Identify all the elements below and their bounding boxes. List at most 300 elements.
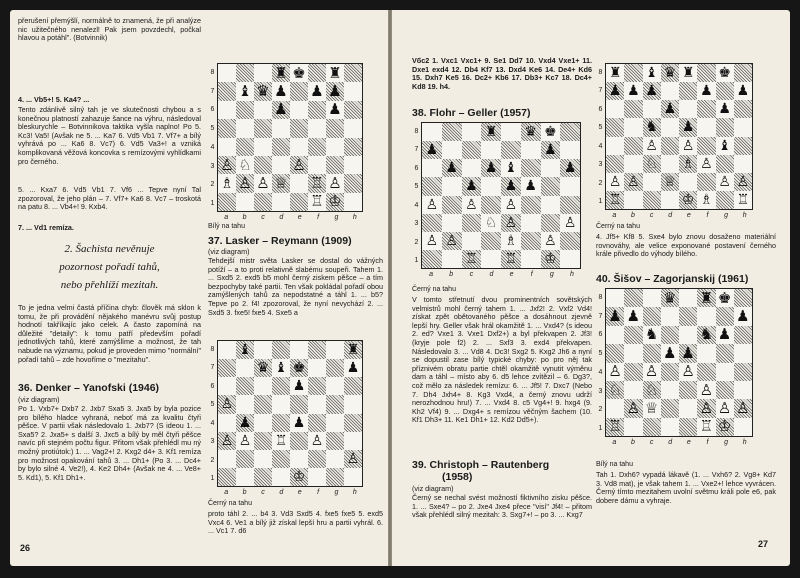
board-square	[624, 64, 642, 82]
chess-piece: ♛	[663, 289, 677, 307]
board-square	[716, 289, 734, 307]
board-square	[734, 173, 752, 191]
board-square	[308, 468, 326, 486]
board-square	[218, 101, 236, 119]
chess-piece: ♟	[310, 82, 324, 101]
chess-piece: ♙	[310, 432, 324, 449]
paragraph: To je jedna velmi častá příčina chyb: člověk má sklon k tomu, že při provádění nějakého manévru svůj postup hodnotí takříkajíc jako celek. A často zapomíná na důležité "detaily": k tomu patří především pořadí jednotlivých tahů, které zamýšlíme a možnost, že tah nabude na významu, pokud je proveden mimo "normální" pořadí tahů – zde hovoříme o "mezitahu".	[18, 303, 201, 364]
board-square	[521, 196, 541, 214]
board-square	[734, 82, 752, 100]
board-square	[326, 156, 344, 174]
chess-piece: ♜	[346, 342, 360, 359]
board-square	[734, 381, 752, 399]
board-square	[697, 173, 715, 191]
board-square	[643, 173, 661, 191]
file-labels	[605, 212, 754, 219]
chess-piece: ♙	[425, 232, 439, 249]
board-square	[326, 414, 344, 432]
chessboard	[605, 288, 753, 437]
rank-label: 4	[210, 143, 215, 151]
chess-piece: ♟	[292, 378, 306, 395]
board-square	[501, 196, 521, 214]
chess-piece: ♕	[663, 173, 677, 190]
board-square	[272, 174, 290, 192]
chess-piece: ♟	[645, 83, 658, 100]
board-square	[606, 344, 624, 362]
board-square	[422, 177, 442, 195]
board-square	[254, 414, 272, 432]
chess-piece: ♝	[718, 137, 731, 154]
board-square	[521, 123, 541, 141]
board-square	[679, 118, 697, 136]
board-square	[344, 156, 362, 174]
board-square	[236, 193, 254, 211]
board-square	[344, 359, 362, 377]
file-label: c	[649, 212, 654, 219]
board-square	[272, 138, 290, 156]
diagram-caption: Černý na tahu	[596, 223, 640, 230]
board-square	[661, 191, 679, 209]
page-number: 26	[20, 543, 31, 553]
board-square	[560, 250, 580, 268]
chess-piece: ♜	[328, 64, 342, 82]
chess-piece: ♟	[445, 160, 458, 177]
file-label: d	[668, 439, 673, 446]
chess-piece: ♙	[504, 196, 518, 213]
chess-piece: ♟	[627, 83, 640, 100]
board-square	[272, 193, 290, 211]
chess-piece: ♙	[627, 173, 640, 190]
board-square	[716, 137, 734, 155]
board-square	[272, 341, 290, 359]
chess-diagram	[412, 122, 582, 280]
board-square	[501, 214, 521, 232]
chess-piece: ♝	[504, 160, 518, 177]
chessboard	[605, 63, 753, 210]
board-square	[643, 326, 661, 344]
game-title: 37. Lasker – Reymann (1909)	[208, 235, 352, 247]
rank-label: 6	[210, 106, 215, 114]
rank-labels	[208, 340, 217, 488]
section-title: pozornost pořadí tahů,	[59, 261, 160, 273]
rank-label: 8	[210, 68, 215, 76]
game-text: Černý se nechal svést možností fiktivního zisku pěšce. 1. ... Sxe4? – po 2. Jxe4 Jxe4 přece "visí" Jf4! – přitom však přehlédl silný mezitah: 3. Sxg7+! – po 3. ... Kxg7	[412, 493, 592, 520]
board-square	[661, 344, 679, 362]
board-square	[290, 64, 308, 82]
board-square	[481, 177, 501, 195]
chess-piece: ♔	[544, 250, 557, 267]
board-square	[606, 399, 624, 417]
rank-label: 6	[414, 164, 419, 172]
chess-piece: ♟	[718, 101, 731, 118]
chess-piece: ♟	[717, 325, 732, 344]
chess-piece: ♟	[608, 83, 622, 100]
board-square	[462, 214, 482, 232]
board-square	[326, 64, 344, 82]
board-square	[272, 64, 290, 82]
file-label: a	[224, 214, 229, 221]
board-square	[697, 381, 715, 399]
board-square	[344, 119, 362, 137]
chessboard	[217, 340, 363, 487]
board-square	[462, 232, 482, 250]
board-square	[560, 177, 580, 195]
game-title: 36. Denker – Yanofski (1946)	[18, 382, 160, 394]
board-square	[272, 395, 290, 413]
chess-piece: ♙	[608, 173, 622, 190]
chess-piece: ♟	[563, 160, 577, 177]
board-square	[624, 381, 642, 399]
board-square	[442, 232, 462, 250]
paragraph: Tento zdánlivě silný tah je ve skutečnosti chybou a s konečnou platností zahazuje šance na výhru, následoval bleskurychle – Botvinnikova taktika vyšla naplno! Po 5. Kc3! Va5! (Avšak ne 5. ... Ka7 6. Vd5 Vb1 7. Vf7+ a bílý vyhrává po ... Ka6 8. Vc7) 6. Vd5 Va3+! a vzniká komplikovaná věžová koncovka s remízovými vyhlídkami pro černého.	[18, 105, 201, 166]
board-square	[236, 64, 254, 82]
file-label: a	[224, 489, 229, 496]
game-text: proto táhl 2. ... b4 3. Vd3 Sxd5 4. fxe5 fxe5 5. exd5 Vxc4 6. Ve1 a bílý již získal lepší hru a partii vyhrál. 6. ... Vc1 7. d6	[208, 509, 383, 536]
board-square	[462, 123, 482, 141]
board-square	[716, 381, 734, 399]
chess-piece: ♛	[524, 124, 537, 141]
board-square	[308, 395, 326, 413]
file-label: b	[242, 489, 247, 496]
board-square	[254, 468, 272, 486]
file-label: a	[612, 439, 617, 446]
paragraph-top: přerušení přemýšlí, normálně to znamená, že při analýze nic užitečného nenalezl! Pak jsem povzdechl, počkal hlavou a potáhl". (Botvinnik)	[18, 16, 201, 43]
board-square	[290, 82, 308, 100]
file-label: f	[317, 489, 320, 496]
board-square	[290, 156, 308, 174]
chess-piece: ♞	[644, 325, 659, 344]
file-labels	[217, 489, 364, 496]
board-square	[661, 381, 679, 399]
board-square	[481, 196, 501, 214]
file-label: b	[449, 271, 454, 278]
board-square	[308, 101, 326, 119]
board-square	[308, 119, 326, 137]
board-square	[236, 377, 254, 395]
board-square	[697, 100, 715, 118]
game-text: 4. Jf5+ Kf8 5. Sxe4 bylo znovu dosaženo materiální rovnováhy, ale velice exponované postavení černého krále přivedlo do výhody bílého.	[596, 232, 776, 259]
board-square	[541, 232, 561, 250]
chess-piece: ♙	[256, 174, 270, 192]
board-square	[254, 64, 272, 82]
rank-label: 5	[210, 401, 215, 409]
chess-diagram	[208, 63, 364, 223]
board-square	[344, 432, 362, 450]
board-square	[624, 100, 642, 118]
board-square	[422, 214, 442, 232]
chess-piece: ♙	[681, 137, 695, 154]
board-square	[697, 118, 715, 136]
chess-piece: ♝	[238, 342, 252, 359]
file-label: d	[279, 489, 284, 496]
rank-label: 1	[598, 198, 603, 206]
board-square	[541, 141, 561, 159]
board-square	[344, 138, 362, 156]
board-square	[643, 191, 661, 209]
chess-piece: ♟	[736, 83, 750, 100]
board-square	[236, 468, 254, 486]
board-square	[218, 174, 236, 192]
board-square	[422, 232, 442, 250]
file-label: e	[686, 439, 691, 446]
board-square	[624, 118, 642, 136]
board-square	[442, 214, 462, 232]
board-square	[254, 138, 272, 156]
board-square	[734, 137, 752, 155]
board-square	[716, 307, 734, 325]
board-square	[326, 138, 344, 156]
move-line: 7. ... Vd1 remíza.	[18, 223, 74, 232]
board-square	[308, 341, 326, 359]
board-square	[272, 101, 290, 119]
board-square	[624, 289, 642, 307]
game-note: (viz diagram)	[208, 247, 250, 256]
chess-piece: ♖	[274, 432, 288, 449]
rank-label: 8	[598, 68, 603, 76]
file-label: g	[724, 439, 729, 446]
board-square	[716, 82, 734, 100]
board-square	[606, 326, 624, 344]
file-labels	[605, 439, 754, 446]
board-square	[624, 307, 642, 325]
board-square	[236, 156, 254, 174]
board-square	[218, 395, 236, 413]
chess-piece: ♘	[608, 380, 622, 399]
board-square	[326, 377, 344, 395]
board-square	[560, 123, 580, 141]
board-square	[218, 359, 236, 377]
board-square	[462, 159, 482, 177]
chess-piece: ♙	[699, 399, 714, 417]
board-square	[643, 82, 661, 100]
board-square	[643, 289, 661, 307]
chess-piece: ♙	[626, 399, 641, 417]
board-square	[290, 414, 308, 432]
rank-label: 1	[210, 200, 215, 208]
board-square	[344, 468, 362, 486]
chess-piece: ♟	[484, 160, 498, 177]
board-square	[697, 155, 715, 173]
board-square	[734, 64, 752, 82]
file-label: f	[530, 271, 533, 278]
board-square	[236, 82, 254, 100]
rank-label: 1	[414, 257, 419, 265]
chess-piece: ♔	[328, 192, 342, 211]
chessboard	[421, 122, 581, 269]
rank-labels	[596, 63, 605, 211]
chess-piece: ♜	[699, 289, 714, 307]
chess-piece: ♟	[504, 178, 518, 195]
board-square	[236, 101, 254, 119]
chess-piece: ♙	[220, 432, 234, 449]
file-label: h	[742, 439, 747, 446]
chess-piece: ♙	[425, 196, 439, 213]
board-square	[643, 381, 661, 399]
board-square	[643, 418, 661, 436]
file-label: g	[334, 489, 339, 496]
rank-label: 7	[598, 87, 603, 95]
board-square	[541, 250, 561, 268]
rank-label: 5	[210, 125, 215, 133]
board-square	[272, 156, 290, 174]
game-title: 40. Šišov – Zagorjanskij (1961)	[596, 273, 749, 285]
board-square	[218, 156, 236, 174]
chess-piece: ♛	[256, 82, 270, 101]
chess-piece: ♚	[292, 64, 306, 82]
board-square	[521, 141, 541, 159]
board-square	[290, 450, 308, 468]
board-square	[326, 341, 344, 359]
board-square	[716, 344, 734, 362]
rank-labels	[596, 288, 605, 438]
board-square	[481, 159, 501, 177]
chess-piece: ♟	[274, 82, 288, 101]
board-square	[643, 155, 661, 173]
rank-label: 8	[598, 293, 603, 301]
board-square	[661, 418, 679, 436]
board-square	[679, 344, 697, 362]
board-square	[344, 450, 362, 468]
chess-diagram	[596, 288, 754, 448]
board-square	[734, 307, 752, 325]
file-label: g	[724, 212, 729, 219]
board-square	[501, 159, 521, 177]
board-square	[308, 174, 326, 192]
board-square	[290, 341, 308, 359]
chess-piece: ♜	[681, 65, 695, 82]
board-square	[344, 377, 362, 395]
board-square	[716, 191, 734, 209]
board-square	[308, 193, 326, 211]
board-square	[734, 155, 752, 173]
file-label: h	[742, 212, 747, 219]
chess-piece: ♝	[238, 82, 252, 101]
chess-piece: ♚	[292, 360, 306, 377]
chess-piece: ♕	[274, 174, 288, 192]
chess-piece: ♛	[663, 65, 677, 82]
board-square	[254, 174, 272, 192]
file-label: a	[612, 212, 617, 219]
chess-piece: ♙	[292, 155, 306, 174]
file-label: b	[630, 439, 635, 446]
rank-label: 1	[210, 475, 215, 483]
board-square	[560, 196, 580, 214]
chess-piece: ♞	[645, 119, 658, 136]
board-square	[661, 363, 679, 381]
board-square	[643, 118, 661, 136]
chess-piece: ♟	[465, 178, 478, 195]
board-square	[254, 101, 272, 119]
board-square	[606, 64, 624, 82]
file-label: f	[706, 439, 709, 446]
board-square	[624, 191, 642, 209]
board-square	[734, 100, 752, 118]
board-square	[236, 414, 254, 432]
chess-piece: ♟	[736, 307, 750, 326]
board-square	[254, 432, 272, 450]
chess-piece: ♖	[608, 191, 622, 208]
board-square	[661, 82, 679, 100]
chess-piece: ♙	[238, 174, 252, 192]
board-square	[501, 250, 521, 268]
board-square	[308, 377, 326, 395]
chess-piece: ♙	[700, 155, 713, 172]
chess-piece: ♙	[544, 232, 557, 249]
chess-piece: ♙	[736, 399, 750, 417]
page-number: 27	[758, 539, 769, 549]
board-square	[697, 418, 715, 436]
chess-piece: ♙	[717, 399, 732, 417]
chess-piece: ♕	[644, 399, 659, 417]
board-square	[462, 177, 482, 195]
file-label: h	[352, 489, 357, 496]
board-square	[422, 159, 442, 177]
chess-piece: ♖	[310, 192, 324, 211]
board-square	[218, 193, 236, 211]
board-square	[734, 363, 752, 381]
left-page	[10, 10, 388, 566]
chess-piece: ♚	[544, 124, 557, 141]
board-square	[290, 432, 308, 450]
board-square	[697, 326, 715, 344]
chess-piece: ♙	[644, 362, 659, 381]
board-square	[308, 450, 326, 468]
game-note: (viz diagram)	[18, 395, 60, 404]
chess-piece: ♙	[346, 450, 360, 467]
board-square	[521, 232, 541, 250]
chess-piece: ♝	[274, 360, 288, 377]
board-square	[697, 289, 715, 307]
board-square	[606, 363, 624, 381]
chess-piece: ♟	[274, 100, 288, 119]
board-square	[442, 159, 462, 177]
rank-label: 4	[210, 419, 215, 427]
board-square	[661, 100, 679, 118]
board-square	[326, 82, 344, 100]
board-square	[679, 418, 697, 436]
board-square	[254, 82, 272, 100]
move-line: 5. ... Kxa7 6. Vd5 Vb1 7. Vf6 ... Tepve nyní Tal zpozoroval, že jeho plán – 7. Vf7+ Ka6 8. Vc7 – troskotá na patu 8. ... Vb4+! 9. Kxb4.	[18, 185, 201, 212]
board-square	[521, 214, 541, 232]
board-square	[236, 432, 254, 450]
board-square	[679, 381, 697, 399]
chess-piece: ♙	[608, 362, 622, 381]
board-square	[679, 137, 697, 155]
rank-label: 4	[598, 368, 603, 376]
chess-piece: ♙	[465, 196, 478, 213]
rank-label: 5	[598, 124, 603, 132]
board-square	[326, 395, 344, 413]
board-square	[236, 138, 254, 156]
board-square	[521, 177, 541, 195]
file-label: c	[469, 271, 474, 278]
board-square	[541, 196, 561, 214]
game-title: 38. Flohr – Geller (1957)	[412, 107, 531, 119]
game-text: Po 1. Vxb7+ Dxb7 2. Jxb7 Sxa5 3. Jxa5 by byla pozice pro bílého hladce vyhraná, neboť má za kvalitu čtyři pěšce. V partii však následovalo 1. Jxb7? (S ideou 1. ... Sxa5? 2. Jxa5+ s další 3. Jxc5 a bílý by měl čtyři pěšce navíc při stejném počtu figur. Přitom však přehlédl mu ný možný protiútok:) 1. ... Vag2+! 2. Kxg2 d4+ 3. Kf1 remíza pro možnost opakování tahů 3. ... Dh1+ (Po 3. ... Dc4+ by bylo silné 4. Ve2!), 4. Ke2 Dh4+ (Avšak ne 4. ... Ve8+ 5. Kd1), 5. Kf1 Dh1+.	[18, 404, 201, 482]
chess-piece: ♙	[645, 137, 658, 154]
board-square	[643, 100, 661, 118]
board-square	[501, 232, 521, 250]
board-square	[290, 359, 308, 377]
board-square	[422, 250, 442, 268]
board-square	[521, 250, 541, 268]
board-square	[606, 381, 624, 399]
file-label: e	[509, 271, 514, 278]
board-square	[697, 363, 715, 381]
chess-diagram	[208, 340, 364, 498]
rank-label: 4	[598, 142, 603, 150]
board-square	[422, 123, 442, 141]
